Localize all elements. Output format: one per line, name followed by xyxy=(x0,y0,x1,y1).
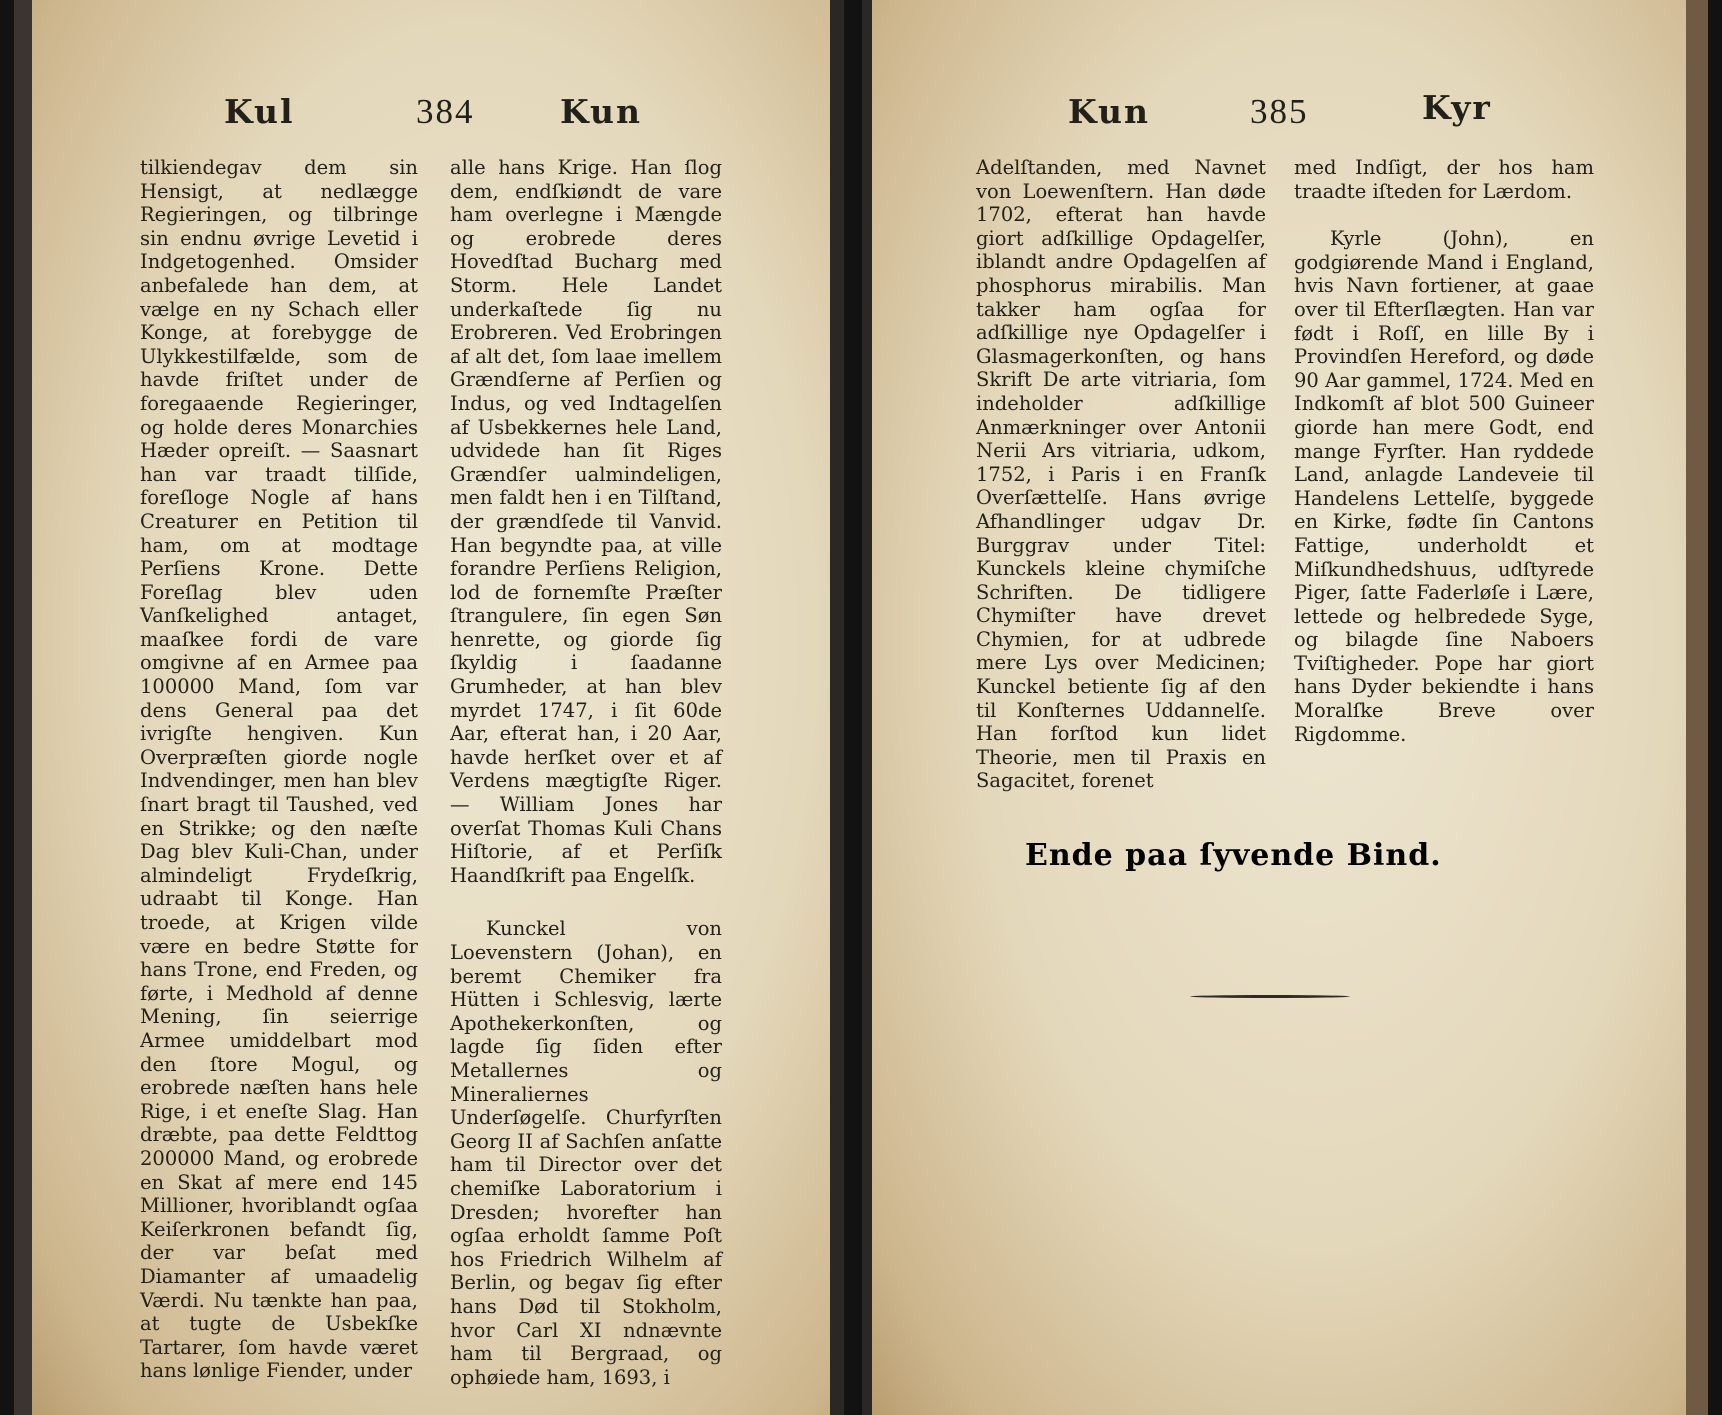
right-column-2 xyxy=(1294,156,1594,746)
left-header-keyword-first: Kul xyxy=(224,92,295,131)
kunckel-entry-end: med Indſigt, der hos ham traadte iſteden for Lærdom. xyxy=(1294,156,1594,203)
end-of-volume-text: Ende paa ſyvende Bind. xyxy=(1025,838,1442,873)
left-page-number: 384 xyxy=(416,92,475,131)
right-header-keyword-first: Kun xyxy=(1068,92,1150,131)
kyrle-entry: Kyrle (John), en godgiørende Mand i England, hvis Navn fortiener, at gaae over til Efterſlægten. Han var født i Roſſ, en lille By i Provindſen Hereford, og døde 90 Aar gammel, 1724. Med en Indkomſt af blot 500 Guineer giorde han mere Godt, end mange Fyrſter. Han ryddede Land, anlagde Landeveie til Handelens Lettelſe, byggede en Kirke, fødte ſin Cantons Fattige, underholdt et Miſkundhedshuus, udſtyrede Piger, ſatte Faderløſe i Lære, lettede og helbredede Syge, og bilagde ſine Naboers Tviſtigheder. Pope har giort hans Dyder bekiendte i hans Moralſke Breve over Rigdomme. xyxy=(1294,227,1594,746)
right-page-number: 385 xyxy=(1250,92,1309,131)
kuli-chan-text-continued: tilkiendegav dem sin Hensigt, at nedlægge Regieringen, og tilbringe sin endnu øvrige Levetid i Indgetogenhed. Omsider anbefalede han dem, at vælge en ny Schach eller Konge, at forebygge de Ulykkestilfælde, som de havde friſtet under de foregaaende Regieringer, og holde deres Monarchies Hæder opreiſt. — Saasnart han var traadt tilſide, foreſloge Nogle af hans Creaturer en Petition til ham, om at modtage Perſiens Krone. Dette Foreſlag blev uden Vanſkelighed antaget, maaſkee fordi de vare omgivne af en Armee paa 100000 Mand, ſom var dens General paa det ivrigſte hengiven. Kun Overpræſten giorde nogle Indvendinger, men han blev ſnart bragt til Taushed, ved en Strikke; og den næſte Dag blev Kuli-Chan, under almindeligt Frydeſkrig, udraabt til Konge. Han troede, at Krigen vilde være en bedre Støtte for hans Trone, end Freden, og førte, i Medhold af denne Mening, ſin seierrige Armee umiddelbart mod den ſtore Mogul, og erobrede næſten hans hele Rige, i et eneſte Slag. Han dræbte, paa dette Feldttog 200000 Mand, og erobrede en Skat af mere end 145 Millioner, hvoriblandt ogſaa Keiſerkronen befandt ſig, der var beſat med Diamanter af umaadelig Værdi. Nu tænkte han paa, at tugte de Usbekſke Tartarer, ſom havde været hans lønlige Fiender, under xyxy=(140,156,418,1383)
left-column-2 xyxy=(450,156,722,1389)
right-column-1 xyxy=(976,156,1266,793)
kunckel-entry-continued: Adelſtanden, med Navnet von Loewenſtern. Han døde 1702, efterat han havde giort adſkillige Opdagelſer, iblandt andre Opdagelſen af phosphorus mirabilis. Man takker ham ogſaa for adſkillige nye Opdagelſer i Glasmagerkonſten, og hans Skrift De arte vitriaria, ſom indeholder adſkillige Anmærkninger over Antonii Nerii Ars vitriaria, udkom, 1752, i Paris i en Franſk Overſættelſe. Hans øvrige Afhandlinger udgav Dr. Burggrav under Titel: Kunckels kleine chymiſche Schriften. De tidligere Chymiſter have drevet Chymien, for at udbrede mere Lys over Medicinen; Kunckel betiente ſig af den til Konſternes Uddannelſe. Han forſtod kun lidet Theorie, men til Praxis en Sagacitet, forenet xyxy=(976,156,1266,793)
left-header-keyword-last: Kun xyxy=(560,92,642,131)
kunckel-entry: Kunckel von Loevenstern (Johan), en beremt Chemiker fra Hütten i Schlesvig, lærte Apothekerkonſten, og lagde ſig ſiden efter Metallernes og Mineraliernes Underſøgelſe. Churfyrſten Georg II af Sachſen anſatte ham til Director over det chemiſke Laboratorium i Dresden; hvorefter han ogſaa erholdt ſamme Poſt hos Friedrich Wilhelm af Berlin, og begav ſig efter hans Død til Stokholm, hvor Carl XI ndnævnte ham til Bergraad, og ophøiede ham, 1693, i xyxy=(450,917,722,1389)
right-page xyxy=(862,0,1708,1415)
left-page xyxy=(14,0,844,1415)
right-header-keyword-last: Kyr xyxy=(1422,88,1492,127)
kuli-chan-text-end: alle hans Krige. Han ſlog dem, endſkiøndt de vare ham overlegne i Mængde og erobrede deres Hovedſtad Bucharg med Storm. Hele Landet underkaſtede ſig nu Erobreren. Ved Erobringen af alt det, ſom laae imellem Grændſerne af Perſien og Indus, og ved Indtagelſen af Usbekkernes hele Land, udvidede han ſit Riges Grændſer ualmindeligen, men faldt hen i en Tilſtand, der grændſede til Vanvid. Han begyndte paa, at ville forandre Perſiens Religion, lod de fornemſte Præſter ſtrangulere, ſin egen Søn henrette, og giorde ſig ſkyldig i ſaadanne Grumheder, at han blev myrdet 1747, i ſit 60de Aar, efterat han, i 20 Aar, havde herſket over et af Verdens mægtigſte Riger. — William Jones har overſat Thomas Kuli Chans Hiſtorie, af et Perſiſk Haandſkrift paa Engelſk. xyxy=(450,156,722,887)
left-column-1 xyxy=(140,156,418,1383)
closing-rule xyxy=(1190,995,1350,998)
